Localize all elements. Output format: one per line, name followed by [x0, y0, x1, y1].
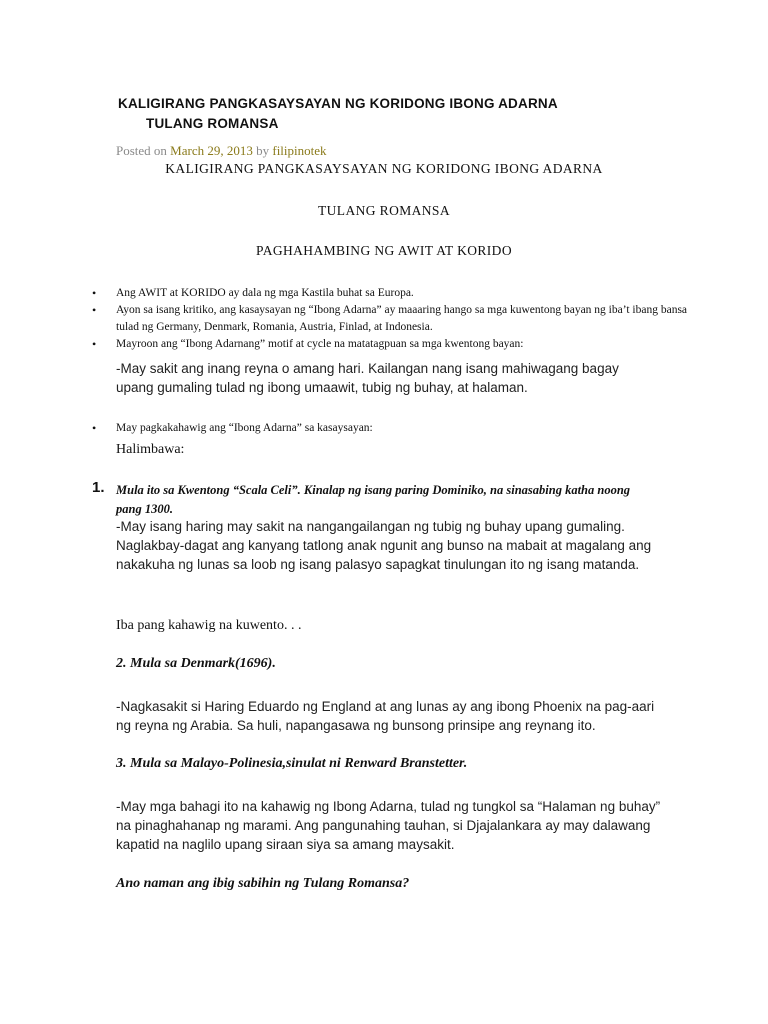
- example3-text: -May mga bahagi ito na kahawig ng Ibong Adarna, tulad ng tungkol sa “Halaman ng buhay” na pinaghahanap ng marami. Ang pangunahing tauhan, si Djajalankara ay may dalawang kapatid na naglilo upang siraan siya sa amang maysakit.: [116, 799, 661, 852]
- bullet-dot-icon: •: [92, 286, 97, 300]
- example2-text: -Nagkasakit si Haring Eduardo ng England at ang lunas ay ang ibong Phoenix na pag-aari ng reyna ng Arabia. Sa huli, napangasawa ng bunsong prinsipe ang reynang ito.: [116, 699, 655, 733]
- motif-text: -May sakit ang inang reyna o amang hari. Kailangan nang isang mahiwagang bagay upang gumaling tulad ng ibong umaawit, tubig ng buhay, at halaman.: [116, 361, 619, 395]
- posted-meta: [116, 143, 327, 159]
- bullet-dot-icon: •: [92, 303, 97, 317]
- list-item: [92, 285, 692, 302]
- example1-text: -May isang haring may sakit na nangangailangan ng tubig ng buhay upang gumaling. Naglakbay-dagat ang kanyang tatlong anak ngunit ang bunso na mabait at magalang ang nakakuha ng lunas sa loob ng isang palasyo sapagkat tinulungan ito ng isang matanda.: [116, 519, 652, 572]
- bullet-text: Ayon sa isang kritiko, ang kasaysayan ng “Ibong Adarna” ay maaaring hango sa mga kuwentong bayan ng iba’t ibang bansa tulad ng Germany, Denmark, Romania, Austria, Finlad, at Indonesia.: [116, 304, 688, 333]
- bullet-list: [92, 285, 692, 353]
- bullet-text: Mayroon ang “Ibong Adarnang” motif at cycle na matatagpuan sa mga kwentong bayan:: [116, 338, 524, 350]
- bullet-dot-icon: •: [92, 421, 97, 435]
- author-link[interactable]: filipinotek: [272, 143, 327, 158]
- bullet-text: May pagkakahawig ang “Ibong Adarna” sa kasaysayan:: [116, 422, 373, 434]
- halimbawa-label: Halimbawa:: [116, 442, 185, 457]
- example3-heading: 3. Mula sa Malayo-Polinesia,sinulat ni Renward Branstetter.: [116, 756, 468, 771]
- bullet-list-2: [92, 420, 692, 437]
- main-title: KALIGIRANG PANGKASAYSAYAN NG KORIDONG IBONG ADARNA: [165, 161, 603, 176]
- list-item: [92, 302, 692, 336]
- closing-question: Ano naman ang ibig sabihin ng Tulang Romansa?: [116, 876, 410, 891]
- example2-heading: 2. Mula sa Denmark(1696).: [116, 656, 276, 671]
- posted-by-label: by: [252, 143, 273, 158]
- bullet-dot-icon: •: [92, 337, 97, 351]
- example1-heading: Mula ito sa Kwentong “Scala Celi”. Kinalap ng isang paring Dominiko, na sinasabing katha noong pang 1300.: [116, 483, 631, 516]
- example-number: 1.: [92, 479, 105, 496]
- section-title: PAGHAHAMBING NG AWIT AT KORIDO: [256, 243, 512, 258]
- doc-header-subtitle: TULANG ROMANSA: [146, 116, 279, 131]
- post-date-link[interactable]: March 29, 2013: [170, 143, 253, 158]
- sub-title: TULANG ROMANSA: [318, 203, 450, 218]
- doc-header-title: KALIGIRANG PANGKASAYSAYAN NG KORIDONG IBONG ADARNA: [118, 96, 558, 111]
- iba-pang-kahawig: Iba pang kahawig na kuwento. . .: [116, 618, 302, 633]
- bullet-text: Ang AWIT at KORIDO ay dala ng mga Kastila buhat sa Europa.: [116, 287, 414, 299]
- list-item: [92, 420, 692, 437]
- posted-on-label: Posted on: [116, 143, 171, 158]
- list-item: [92, 336, 692, 353]
